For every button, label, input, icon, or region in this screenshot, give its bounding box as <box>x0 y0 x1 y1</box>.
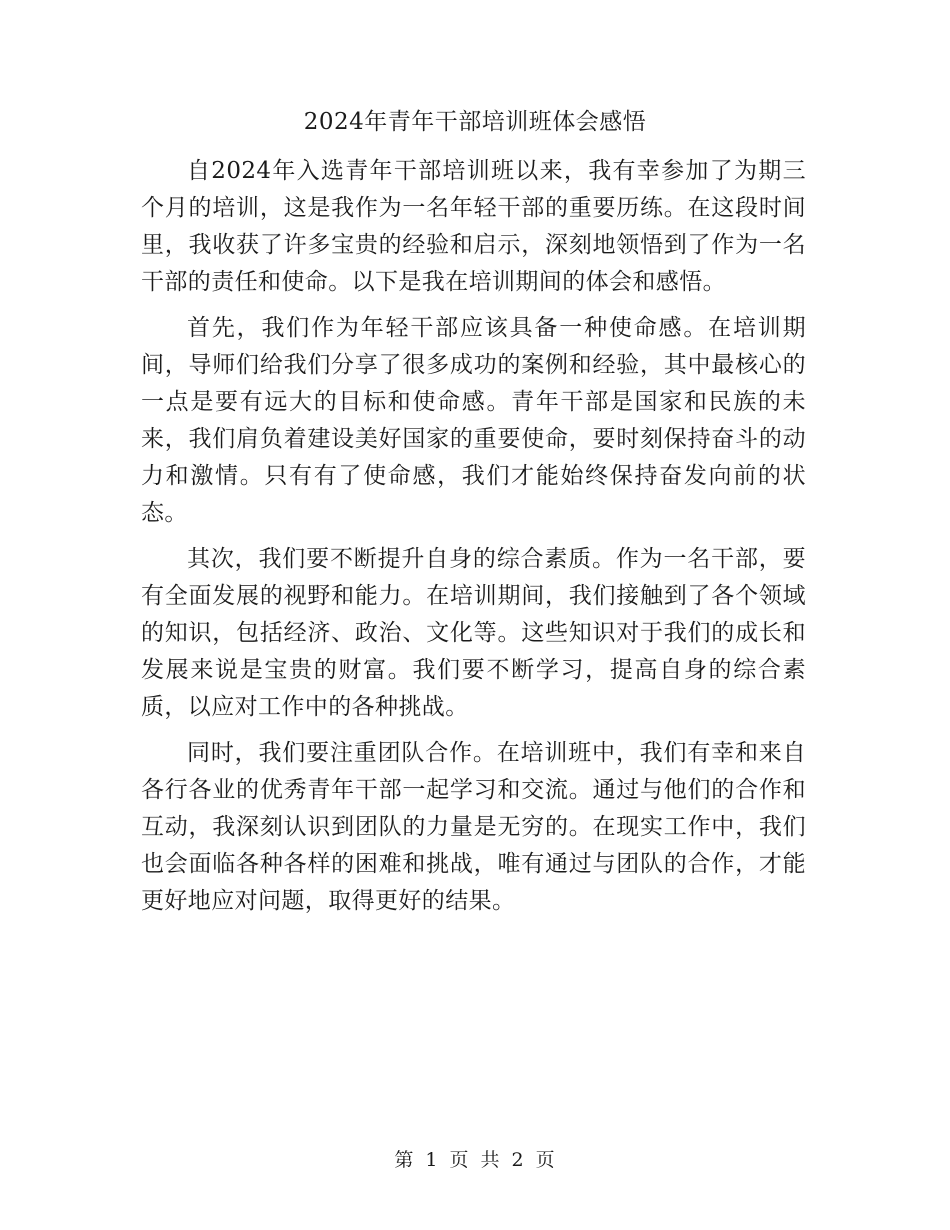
document-body <box>141 153 806 929</box>
paragraph-4: 同时，我们要注重团队合作。在培训班中，我们有幸和来自各行各业的优秀青年干部一起学习和交流。通过与他们的合作和互动，我深刻认识到团队的力量是无穷的。在现实工作中，我们也会面临各种各样的困难和挑战，唯有通过与团队的合作，才能更好地应对问题，取得更好的结果。 <box>141 740 806 914</box>
document-title: 2024年青年干部培训班体会感悟 <box>303 109 647 135</box>
paragraph-3: 其次，我们要不断提升自身的综合素质。作为一名干部，要有全面发展的视野和能力。在培训期间，我们接触到了各个领域的知识，包括经济、政治、文化等。这些知识对于我们的成长和发展来说是宝贵的财富。我们要不断学习，提高自身的综合素质，以应对工作中的各种挑战。 <box>141 546 806 720</box>
paragraph-2: 首先，我们作为年轻干部应该具备一种使命感。在培训期间，导师们给我们分享了很多成功的案例和经验，其中最核心的一点是要有远大的目标和使命感。青年干部是国家和民族的未来，我们肩负着建设美好国家的重要使命，要时刻保持奋斗的动力和激情。只有有了使命感，我们才能始终保持奋发向前的状态。 <box>141 315 806 526</box>
page-number-footer: 第 1 页 共 2 页 <box>394 1149 556 1171</box>
paragraph-1: 自2024年入选青年干部培训班以来，我有幸参加了为期三个月的培训，这是我作为一名年轻干部的重要历练。在这段时间里，我收获了许多宝贵的经验和启示，深刻地领悟到了作为一名干部的责任和使命。以下是我在培训期间的体会和感悟。 <box>141 158 806 295</box>
